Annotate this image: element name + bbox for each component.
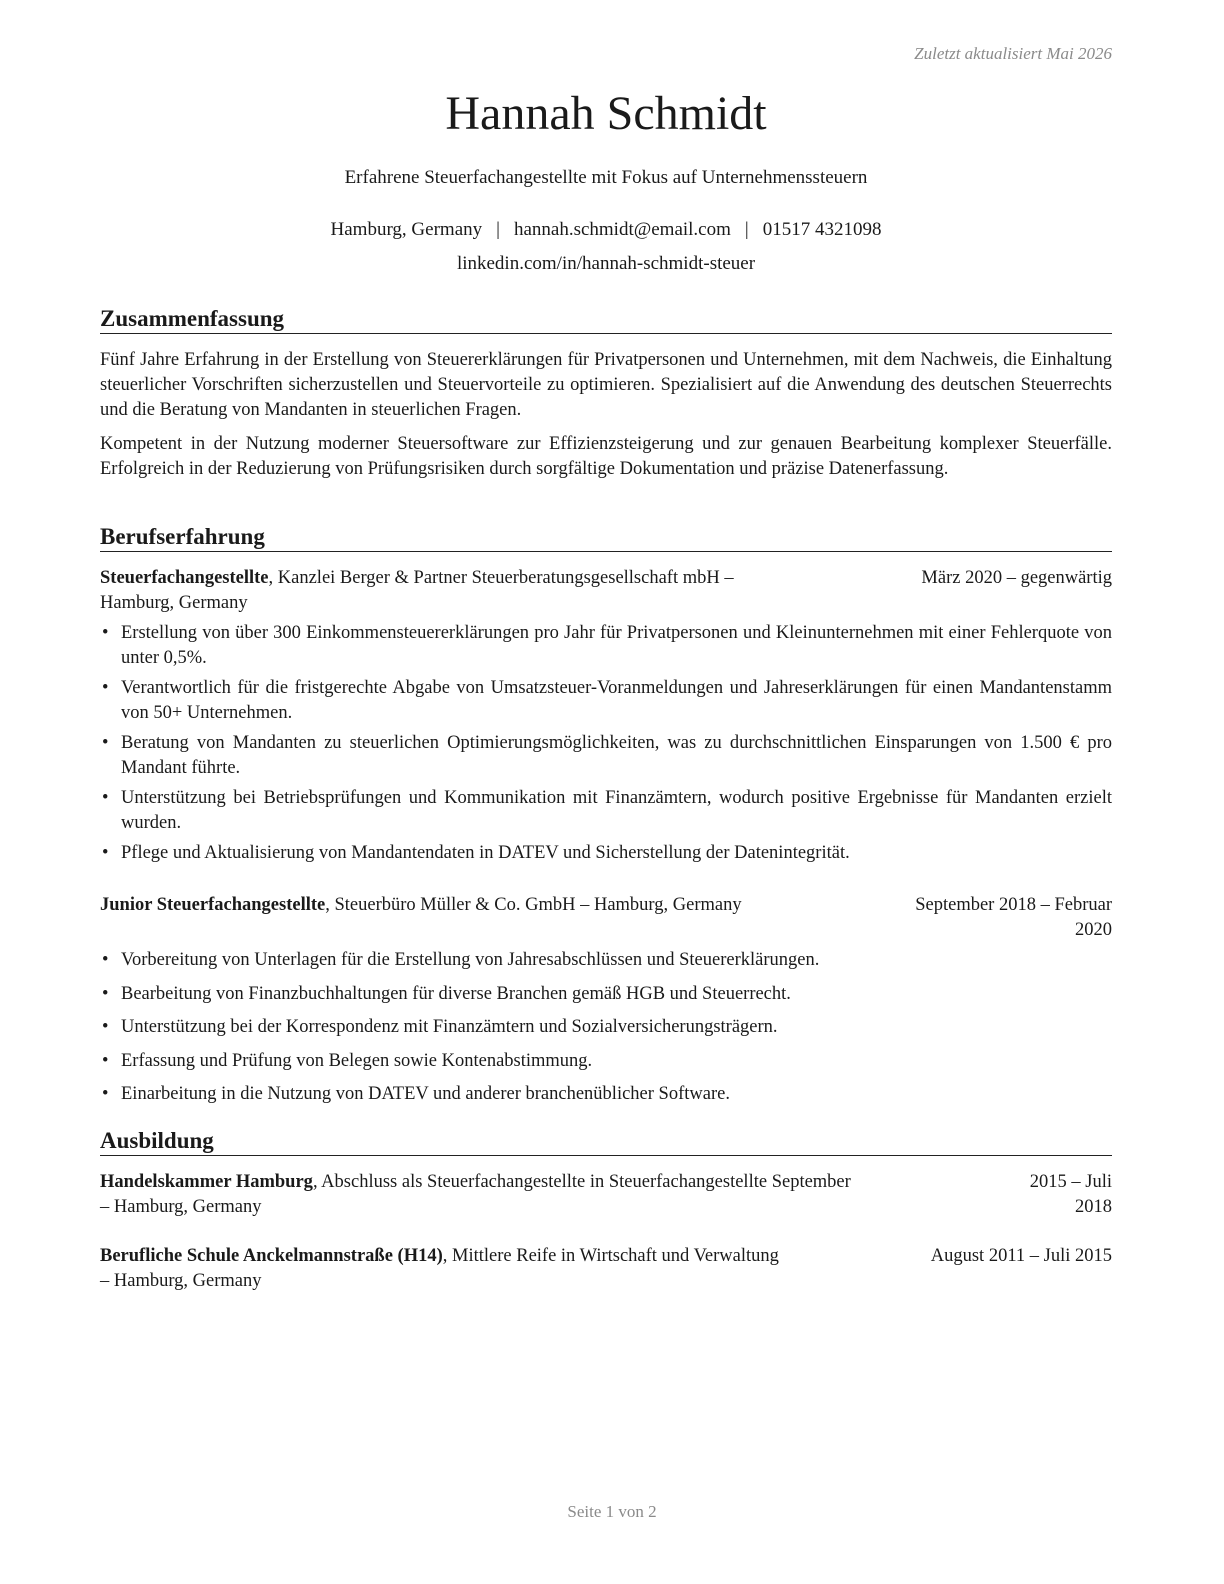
education-dates <box>1030 1170 1112 1220</box>
tagline: Erfahrene Steuerfachangestellte mit Fokus auf Unternehmenssteuern <box>344 167 868 188</box>
list-item: • Vorbereitung von Unterlagen für die Erstellung von Jahresabschlüssen und Steuererklärungen. <box>100 948 1112 973</box>
contact-phone: 01517 4321098 <box>762 219 882 240</box>
list-item: • Pflege und Aktualisierung von Mandantendaten in DATEV und Sicherstellung der Datenintegrität. <box>100 841 1112 866</box>
job-role: Steuerfachangestellte <box>100 568 269 588</box>
job-company: , Steuerbüro Müller & Co. GmbH – Hamburg, Germany <box>325 895 742 915</box>
job-company: , Kanzlei Berger & Partner Steuerberatungsgesellschaft mbH – <box>268 568 734 588</box>
section-title-summary: Zusammenfassung <box>100 304 1112 334</box>
list-item: • Verantwortlich für die fristgerechte Abgabe von Umsatzsteuer-Voranmeldungen und Jahreserklärungen für einen Mandantenstamm von 50+ Unternehmen. <box>100 676 1112 726</box>
contact-separator: | <box>744 219 749 240</box>
section-title-experience: Berufserfahrung <box>100 522 1112 552</box>
job-location: Hamburg, Germany <box>100 593 248 613</box>
education-degree: , Mittlere Reife in Wirtschaft und Verwaltung <box>442 1246 779 1266</box>
contact-line <box>100 219 1112 241</box>
linkedin-link[interactable]: linkedin.com/in/hannah-schmidt-steuer <box>456 253 756 274</box>
last-updated: Zuletzt aktualisiert Mai 2026 <box>914 44 1112 63</box>
education-dates-line-1: 2015 – Juli <box>1029 1172 1112 1192</box>
education-location: – Hamburg, Germany <box>100 1271 262 1291</box>
job-dates <box>915 893 1112 943</box>
list-item: • Einarbeitung in die Nutzung von DATEV und anderer branchenüblicher Software. <box>100 1082 1112 1107</box>
education-entry <box>100 1170 1112 1220</box>
summary-paragraph-2: Kompetent in der Nutzung moderner Steuersoftware zur Effizienzsteigerung und zur genauen Bearbeitung komplexer Steuerfälle. Erfolgreich in der Reduzierung von Prüfungsrisiken durch sorgfältige Dokumentation und präzise Datenerfassung. <box>100 434 1112 479</box>
page-number: Seite 1 von 2 <box>567 1502 657 1521</box>
list-item: • Erstellung von über 300 Einkommensteuererklärungen pro Jahr für Privatpersonen und Kleinunternehmen mit einer Fehlerquote von unter 0,5%. <box>100 621 1112 671</box>
job-dates: März 2020 – gegenwärtig <box>921 568 1112 588</box>
education-degree: , Abschluss als Steuerfachangestellte in Steuerfachangestellte September <box>312 1172 851 1192</box>
job-header <box>100 566 1112 616</box>
list-item: • Unterstützung bei Betriebsprüfungen und Kommunikation mit Finanzämtern, wodurch positive Ergebnisse für Mandanten erzielt wurden. <box>100 786 1112 836</box>
job-role: Junior Steuerfachangestellte <box>100 895 326 915</box>
job-bullets <box>100 621 1112 866</box>
list-item: • Erfassung und Prüfung von Belegen sowie Kontenabstimmung. <box>100 1049 1112 1074</box>
job-header <box>100 893 1112 940</box>
education-school: Handelskammer Hamburg <box>100 1172 313 1192</box>
contact-location: Hamburg, Germany <box>330 219 483 240</box>
section-title-education: Ausbildung <box>100 1126 1112 1156</box>
education-entry <box>100 1244 1112 1294</box>
candidate-name: Hannah Schmidt <box>445 87 767 140</box>
education-school: Berufliche Schule Anckelmannstraße (H14) <box>100 1246 443 1266</box>
contact-separator: | <box>496 219 500 240</box>
job-bullets <box>100 948 1112 1107</box>
list-item: • Bearbeitung von Finanzbuchhaltungen für diverse Branchen gemäß HGB und Steuerrecht. <box>100 982 1112 1007</box>
summary-paragraph-1: Fünf Jahre Erfahrung in der Erstellung von Steuererklärungen für Privatpersonen und Unternehmen, mit dem Nachweis, die Einhaltung steuerlicher Vorschriften sicherzustellen und Steuervorteile zu optimieren. Spezialisiert auf die Anwendung des deutschen Steuerrechts und die Beratung von Mandanten in steuerlichen Fragen. <box>100 350 1112 420</box>
job-dates-line-1: September 2018 – Februar <box>915 895 1112 915</box>
education-location: – Hamburg, Germany <box>100 1197 262 1217</box>
list-item: • Unterstützung bei der Korrespondenz mit Finanzämtern und Sozialversicherungsträgern. <box>100 1015 1112 1040</box>
education-title-line <box>100 1170 1112 1195</box>
job-dates-line-2: 2020 <box>1075 920 1112 940</box>
list-item: • Beratung von Mandanten zu steuerlichen Optimierungsmöglichkeiten, was zu durchschnittlichen Einsparungen von 1.500 € pro Mandant führte. <box>100 731 1112 781</box>
education-dates-line-2: 2018 <box>1075 1197 1112 1217</box>
education-dates: August 2011 – Juli 2015 <box>930 1246 1112 1266</box>
contact-email[interactable]: hannah.schmidt@email.com <box>513 219 731 240</box>
